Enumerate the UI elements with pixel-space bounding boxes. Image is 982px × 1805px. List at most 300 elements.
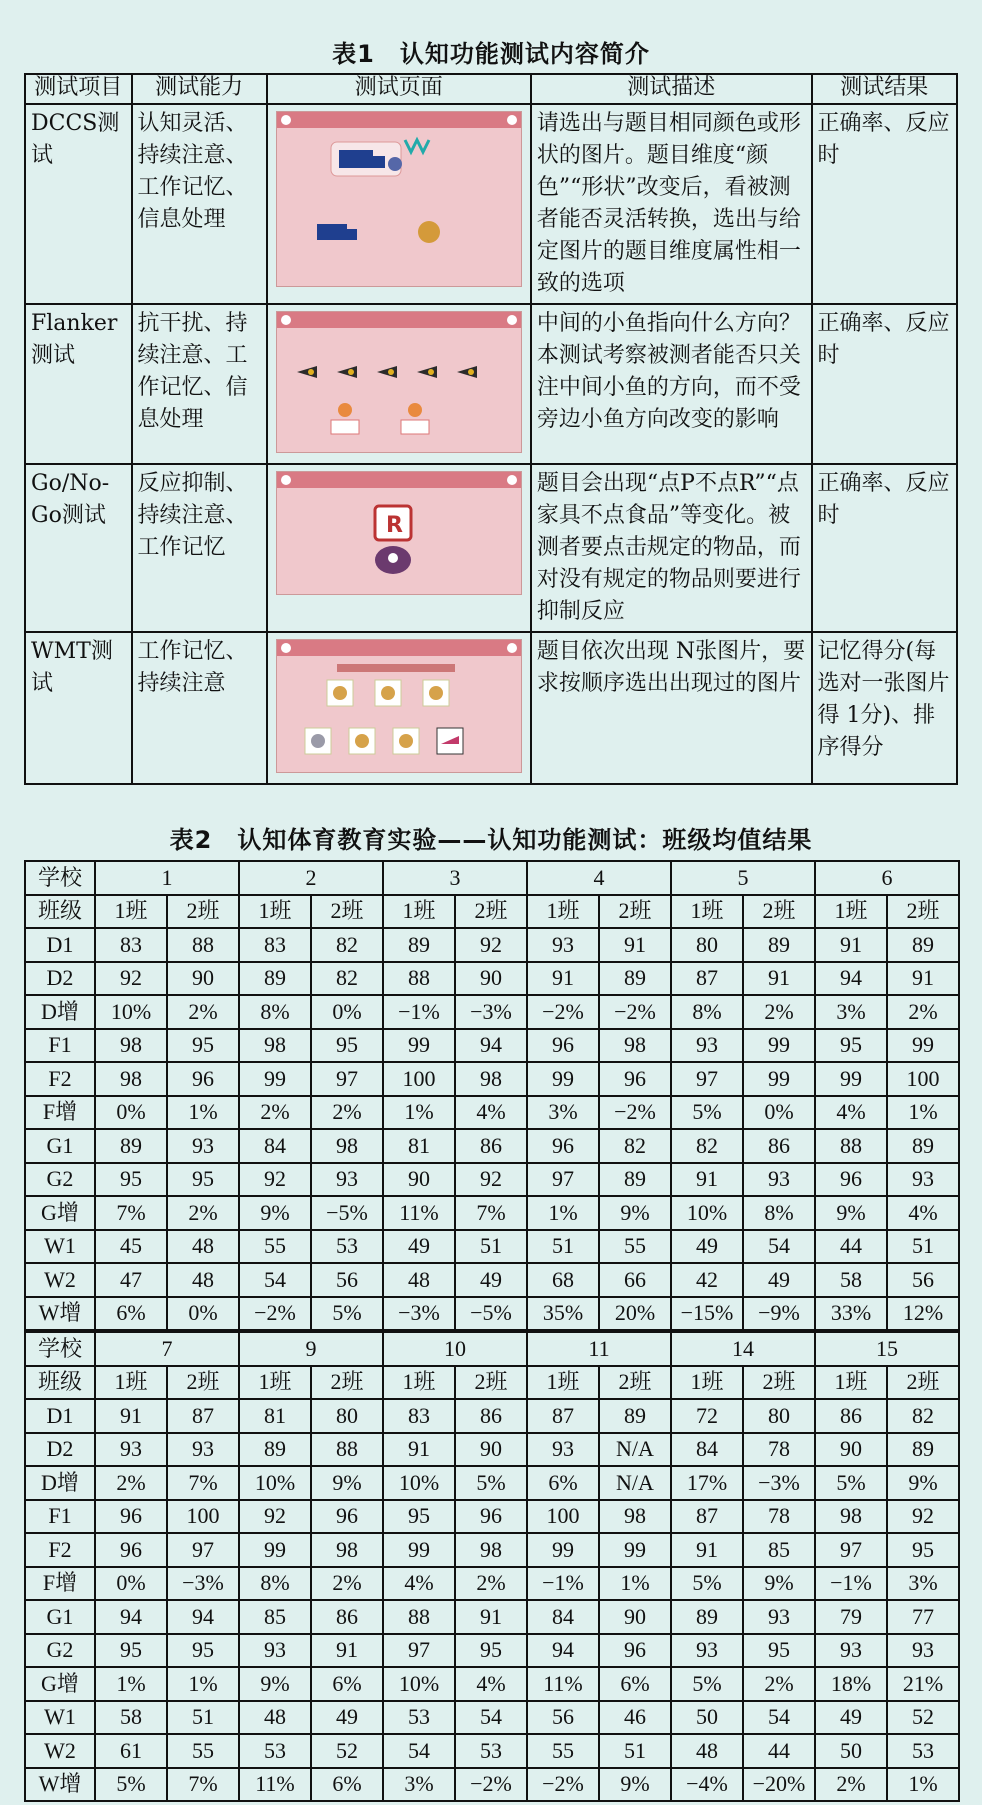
value-cell: 89: [743, 928, 815, 962]
header-cell: 测试项目: [25, 74, 132, 104]
table2-title: 表2 认知体育教育实验——认知功能测试：班级均值结果: [169, 826, 813, 854]
table-row: [25, 1533, 959, 1567]
row-label-cell: 班级: [25, 1366, 95, 1400]
table-row: [25, 1297, 959, 1332]
value-cell: 58: [95, 1701, 167, 1735]
value-cell: −2%: [599, 1096, 671, 1130]
value-cell: 66: [599, 1263, 671, 1297]
value-cell: 89: [599, 962, 671, 996]
value-cell: 96: [95, 1500, 167, 1534]
value-cell: 78: [743, 1500, 815, 1534]
value-cell: 96: [167, 1062, 239, 1096]
value-cell: −2%: [455, 1768, 527, 1802]
class-cell: 2班: [743, 1366, 815, 1400]
metric-label: W1: [25, 1230, 95, 1264]
table-row: [25, 1433, 959, 1467]
value-cell: 99: [887, 1029, 959, 1063]
value-cell: 97: [311, 1062, 383, 1096]
table-row: [25, 995, 959, 1029]
value-cell: 99: [383, 1533, 455, 1567]
header-cell: 测试页面: [267, 74, 531, 104]
value-cell: 9%: [239, 1667, 311, 1701]
school-cell: 7: [95, 1331, 239, 1366]
table-row: [25, 304, 957, 464]
value-cell: 2%: [95, 1466, 167, 1500]
value-cell: 100: [167, 1500, 239, 1534]
value-cell: 95: [167, 1163, 239, 1197]
school-header-row: [25, 861, 959, 895]
value-cell: 48: [167, 1230, 239, 1264]
test-item: DCCS测试: [25, 104, 132, 304]
value-cell: 80: [671, 928, 743, 962]
row-label-cell: 学校: [25, 1331, 95, 1366]
value-cell: 84: [239, 1129, 311, 1163]
metric-label: W2: [25, 1734, 95, 1768]
class-cell: 2班: [887, 895, 959, 929]
value-cell: 95: [95, 1163, 167, 1197]
value-cell: 54: [383, 1734, 455, 1768]
value-cell: 2%: [311, 1096, 383, 1130]
value-cell: 93: [887, 1634, 959, 1668]
school-cell: 15: [815, 1331, 959, 1366]
table-row: [25, 1029, 959, 1063]
value-cell: 5%: [671, 1567, 743, 1601]
metric-label: W增: [25, 1768, 95, 1802]
value-cell: 10%: [383, 1667, 455, 1701]
value-cell: 89: [599, 1163, 671, 1197]
school-header-row: [25, 1331, 959, 1366]
value-cell: −1%: [527, 1567, 599, 1601]
metric-label: D1: [25, 928, 95, 962]
metric-label: G2: [25, 1163, 95, 1197]
value-cell: 88: [311, 1433, 383, 1467]
value-cell: 89: [887, 1433, 959, 1467]
value-cell: 89: [671, 1600, 743, 1634]
value-cell: 98: [311, 1533, 383, 1567]
value-cell: 51: [527, 1230, 599, 1264]
value-cell: 98: [311, 1129, 383, 1163]
school-cell: 9: [239, 1331, 383, 1366]
table-row: [25, 1263, 959, 1297]
value-cell: 1%: [167, 1096, 239, 1130]
flanker-screen-icon: [276, 311, 522, 453]
value-cell: 90: [815, 1433, 887, 1467]
value-cell: 5%: [311, 1297, 383, 1332]
test-result: 正确率、反应时: [812, 304, 957, 464]
value-cell: 93: [167, 1129, 239, 1163]
metric-label: G1: [25, 1600, 95, 1634]
value-cell: 99: [815, 1062, 887, 1096]
value-cell: 100: [383, 1062, 455, 1096]
value-cell: 48: [239, 1701, 311, 1735]
value-cell: 99: [383, 1029, 455, 1063]
value-cell: 86: [311, 1600, 383, 1634]
value-cell: 91: [383, 1433, 455, 1467]
test-ability: 抗干扰、持续注意、工作记忆、信息处理: [132, 304, 267, 464]
value-cell: 7%: [167, 1466, 239, 1500]
table-row: [25, 1734, 959, 1768]
value-cell: 93: [815, 1634, 887, 1668]
value-cell: 96: [311, 1500, 383, 1534]
value-cell: 1%: [167, 1667, 239, 1701]
value-cell: 82: [599, 1129, 671, 1163]
value-cell: 48: [383, 1263, 455, 1297]
value-cell: 2%: [743, 995, 815, 1029]
value-cell: 99: [239, 1533, 311, 1567]
value-cell: 99: [527, 1062, 599, 1096]
value-cell: 93: [671, 1029, 743, 1063]
value-cell: 9%: [815, 1196, 887, 1230]
value-cell: 54: [239, 1263, 311, 1297]
value-cell: 99: [239, 1062, 311, 1096]
value-cell: 9%: [743, 1567, 815, 1601]
value-cell: 82: [887, 1399, 959, 1433]
value-cell: 33%: [815, 1297, 887, 1332]
value-cell: 83: [239, 928, 311, 962]
value-cell: 100: [527, 1500, 599, 1534]
value-cell: 89: [239, 962, 311, 996]
table-row: [25, 1466, 959, 1500]
value-cell: 89: [887, 928, 959, 962]
value-cell: 0%: [95, 1096, 167, 1130]
value-cell: 97: [383, 1634, 455, 1668]
class-cell: 2班: [887, 1366, 959, 1400]
value-cell: 89: [887, 1129, 959, 1163]
wmt-screen-icon: [276, 639, 522, 773]
metric-label: G2: [25, 1634, 95, 1668]
value-cell: 96: [95, 1533, 167, 1567]
value-cell: 88: [167, 928, 239, 962]
value-cell: 2%: [167, 1196, 239, 1230]
value-cell: 89: [383, 928, 455, 962]
value-cell: −4%: [671, 1768, 743, 1802]
value-cell: −9%: [743, 1297, 815, 1332]
value-cell: 3%: [527, 1096, 599, 1130]
value-cell: 49: [671, 1230, 743, 1264]
metric-label: D2: [25, 1433, 95, 1467]
value-cell: 83: [383, 1399, 455, 1433]
class-cell: 2班: [599, 1366, 671, 1400]
value-cell: 4%: [455, 1096, 527, 1130]
metric-label: F1: [25, 1029, 95, 1063]
value-cell: 95: [167, 1029, 239, 1063]
test-screen: [267, 304, 531, 464]
value-cell: 100: [887, 1062, 959, 1096]
table-row: [25, 1500, 959, 1534]
header-cell: 测试能力: [132, 74, 267, 104]
value-cell: 98: [455, 1062, 527, 1096]
value-cell: 92: [455, 1163, 527, 1197]
value-cell: 2%: [815, 1768, 887, 1802]
value-cell: 88: [383, 1600, 455, 1634]
value-cell: 94: [167, 1600, 239, 1634]
school-cell: 3: [383, 861, 527, 895]
value-cell: 51: [599, 1734, 671, 1768]
table1-header-row: [25, 74, 957, 104]
value-cell: 4%: [383, 1567, 455, 1601]
test-desc: 题目依次出现 N张图片，要求按顺序选出出现过的图片: [531, 632, 812, 784]
value-cell: 4%: [887, 1196, 959, 1230]
value-cell: 89: [239, 1433, 311, 1467]
value-cell: 94: [95, 1600, 167, 1634]
header-cell: 测试结果: [812, 74, 957, 104]
value-cell: 90: [167, 962, 239, 996]
table-row: [25, 1634, 959, 1668]
value-cell: 93: [95, 1433, 167, 1467]
value-cell: 68: [527, 1263, 599, 1297]
value-cell: 7%: [167, 1768, 239, 1802]
value-cell: 87: [527, 1399, 599, 1433]
value-cell: 49: [815, 1701, 887, 1735]
value-cell: −5%: [311, 1196, 383, 1230]
svg-text:R: R: [385, 513, 403, 538]
value-cell: −1%: [383, 995, 455, 1029]
header-cell: 测试描述: [531, 74, 812, 104]
value-cell: 1%: [527, 1196, 599, 1230]
value-cell: 96: [599, 1634, 671, 1668]
class-cell: 1班: [815, 1366, 887, 1400]
value-cell: 97: [527, 1163, 599, 1197]
value-cell: 95: [311, 1029, 383, 1063]
class-header-row: [25, 895, 959, 929]
value-cell: 0%: [743, 1096, 815, 1130]
value-cell: −3%: [167, 1567, 239, 1601]
value-cell: 0%: [95, 1567, 167, 1601]
table-row: [25, 1768, 959, 1802]
table-row: [25, 464, 957, 632]
value-cell: 56: [527, 1701, 599, 1735]
value-cell: 49: [455, 1263, 527, 1297]
table-row: [25, 104, 957, 304]
value-cell: 90: [383, 1163, 455, 1197]
value-cell: 56: [887, 1263, 959, 1297]
school-cell: 5: [671, 861, 815, 895]
value-cell: 2%: [887, 995, 959, 1029]
value-cell: 93: [743, 1600, 815, 1634]
value-cell: 5%: [815, 1466, 887, 1500]
dccs-screen-icon: [276, 111, 522, 287]
value-cell: 11%: [527, 1667, 599, 1701]
table-row: [25, 928, 959, 962]
value-cell: 95: [455, 1634, 527, 1668]
test-result: 正确率、反应时: [812, 464, 957, 632]
value-cell: 17%: [671, 1466, 743, 1500]
value-cell: 93: [743, 1163, 815, 1197]
value-cell: 72: [671, 1399, 743, 1433]
value-cell: 2%: [239, 1096, 311, 1130]
value-cell: 10%: [95, 995, 167, 1029]
value-cell: 90: [455, 962, 527, 996]
value-cell: 54: [743, 1701, 815, 1735]
value-cell: 3%: [383, 1768, 455, 1802]
class-cell: 1班: [815, 895, 887, 929]
value-cell: 6%: [311, 1667, 383, 1701]
value-cell: 98: [599, 1029, 671, 1063]
value-cell: 2%: [311, 1567, 383, 1601]
class-header-row: [25, 1366, 959, 1400]
value-cell: −3%: [743, 1466, 815, 1500]
value-cell: 51: [167, 1701, 239, 1735]
value-cell: −3%: [383, 1297, 455, 1332]
class-cell: 1班: [527, 1366, 599, 1400]
class-cell: 2班: [311, 1366, 383, 1400]
school-cell: 4: [527, 861, 671, 895]
metric-label: W1: [25, 1701, 95, 1735]
value-cell: 88: [383, 962, 455, 996]
value-cell: 83: [95, 928, 167, 962]
value-cell: 79: [815, 1600, 887, 1634]
value-cell: 6%: [527, 1466, 599, 1500]
class-cell: 1班: [671, 1366, 743, 1400]
value-cell: 95: [383, 1500, 455, 1534]
value-cell: 3%: [887, 1567, 959, 1601]
class-cell: 2班: [455, 1366, 527, 1400]
value-cell: 99: [599, 1533, 671, 1567]
test-ability: 工作记忆、持续注意: [132, 632, 267, 784]
metric-label: G增: [25, 1196, 95, 1230]
value-cell: 95: [815, 1029, 887, 1063]
table-row: [25, 632, 957, 784]
value-cell: 89: [599, 1399, 671, 1433]
class-cell: 1班: [383, 1366, 455, 1400]
value-cell: 93: [311, 1163, 383, 1197]
class-cell: 2班: [743, 895, 815, 929]
class-cell: 2班: [599, 895, 671, 929]
value-cell: 3%: [815, 995, 887, 1029]
value-cell: 82: [671, 1129, 743, 1163]
value-cell: 1%: [383, 1096, 455, 1130]
value-cell: 91: [671, 1163, 743, 1197]
test-desc: 请选出与题目相同颜色或形状的图片。题目维度“颜色”“形状”改变后，看被测者能否灵活转换，选出与给定图片的题目维度属性相一致的选项: [531, 104, 812, 304]
test-item: Go/No-Go测试: [25, 464, 132, 632]
table-row: [25, 1096, 959, 1130]
value-cell: 95: [95, 1634, 167, 1668]
value-cell: 94: [455, 1029, 527, 1063]
class-cell: 1班: [239, 1366, 311, 1400]
school-cell: 6: [815, 861, 959, 895]
value-cell: 8%: [239, 1567, 311, 1601]
value-cell: 93: [527, 1433, 599, 1467]
value-cell: 96: [455, 1500, 527, 1534]
value-cell: 93: [239, 1634, 311, 1668]
value-cell: 45: [95, 1230, 167, 1264]
value-cell: 9%: [887, 1466, 959, 1500]
value-cell: 95: [887, 1533, 959, 1567]
value-cell: 80: [311, 1399, 383, 1433]
value-cell: 81: [383, 1129, 455, 1163]
value-cell: 7%: [455, 1196, 527, 1230]
value-cell: 99: [743, 1029, 815, 1063]
class-cell: 1班: [527, 895, 599, 929]
test-screen: [267, 464, 531, 632]
value-cell: 5%: [95, 1768, 167, 1802]
value-cell: 85: [239, 1600, 311, 1634]
value-cell: 86: [455, 1129, 527, 1163]
value-cell: 99: [743, 1062, 815, 1096]
metric-label: D增: [25, 995, 95, 1029]
table-row: [25, 1230, 959, 1264]
class-cell: 1班: [239, 895, 311, 929]
value-cell: 10%: [383, 1466, 455, 1500]
value-cell: 7%: [95, 1196, 167, 1230]
value-cell: 55: [527, 1734, 599, 1768]
test-screen: [267, 104, 531, 304]
value-cell: 44: [743, 1734, 815, 1768]
value-cell: 84: [527, 1600, 599, 1634]
school-cell: 2: [239, 861, 383, 895]
value-cell: 9%: [311, 1466, 383, 1500]
value-cell: 94: [815, 962, 887, 996]
test-result: 正确率、反应时: [812, 104, 957, 304]
value-cell: −2%: [599, 995, 671, 1029]
value-cell: 54: [455, 1701, 527, 1735]
value-cell: 46: [599, 1701, 671, 1735]
value-cell: 97: [671, 1062, 743, 1096]
value-cell: 93: [527, 928, 599, 962]
value-cell: 96: [527, 1029, 599, 1063]
value-cell: 96: [599, 1062, 671, 1096]
class-cell: 1班: [95, 895, 167, 929]
value-cell: 42: [671, 1263, 743, 1297]
metric-label: G增: [25, 1667, 95, 1701]
value-cell: 8%: [239, 995, 311, 1029]
value-cell: 90: [599, 1600, 671, 1634]
value-cell: 11%: [383, 1196, 455, 1230]
table2: [24, 860, 960, 1802]
value-cell: 55: [167, 1734, 239, 1768]
value-cell: 91: [671, 1533, 743, 1567]
row-label-cell: 学校: [25, 861, 95, 895]
value-cell: 12%: [887, 1297, 959, 1332]
value-cell: 92: [95, 962, 167, 996]
value-cell: 91: [743, 962, 815, 996]
table1: [24, 73, 958, 785]
value-cell: 80: [743, 1399, 815, 1433]
value-cell: 0%: [311, 995, 383, 1029]
table-row: [25, 1163, 959, 1197]
value-cell: 49: [311, 1701, 383, 1735]
value-cell: 49: [743, 1263, 815, 1297]
value-cell: 2%: [743, 1667, 815, 1701]
metric-label: D增: [25, 1466, 95, 1500]
value-cell: 9%: [239, 1196, 311, 1230]
metric-label: W2: [25, 1263, 95, 1297]
value-cell: 51: [455, 1230, 527, 1264]
table-row: [25, 1567, 959, 1601]
value-cell: −3%: [455, 995, 527, 1029]
test-desc: 中间的小鱼指向什么方向？本测试考察被测者能否只关注中间小鱼的方向，而不受旁边小鱼方向改变的影响: [531, 304, 812, 464]
value-cell: 2%: [167, 995, 239, 1029]
value-cell: 1%: [887, 1096, 959, 1130]
value-cell: 1%: [887, 1768, 959, 1802]
value-cell: 99: [527, 1533, 599, 1567]
value-cell: 87: [671, 1500, 743, 1534]
value-cell: 55: [239, 1230, 311, 1264]
value-cell: 53: [455, 1734, 527, 1768]
value-cell: 86: [455, 1399, 527, 1433]
metric-label: D1: [25, 1399, 95, 1433]
value-cell: 92: [239, 1163, 311, 1197]
test-result: 记忆得分(每选对一张图片得 1分)、排序得分: [812, 632, 957, 784]
value-cell: 91: [887, 962, 959, 996]
class-cell: 1班: [95, 1366, 167, 1400]
value-cell: 97: [815, 1533, 887, 1567]
value-cell: 6%: [95, 1297, 167, 1332]
value-cell: 53: [311, 1230, 383, 1264]
value-cell: 91: [95, 1399, 167, 1433]
value-cell: 95: [167, 1634, 239, 1668]
table-row: [25, 1062, 959, 1096]
